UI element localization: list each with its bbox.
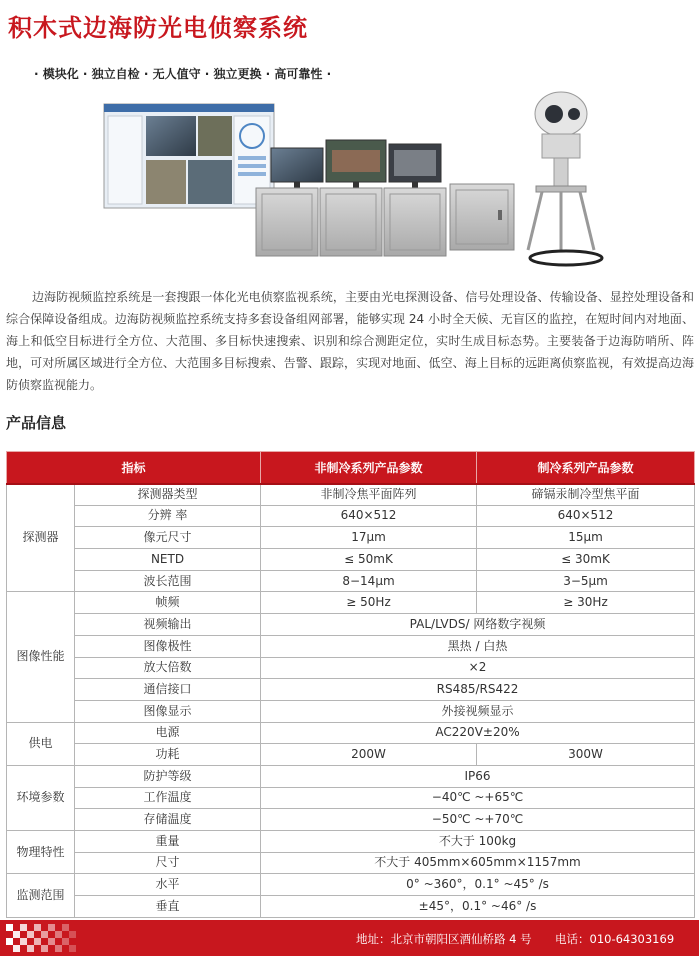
- table-row: [7, 744, 695, 766]
- table-row: [7, 852, 695, 874]
- footer-address: 地址：北京市朝阳区酒仙桥路 4 号: [356, 932, 532, 946]
- table-row: [7, 787, 695, 809]
- cooled-value-cell: ≤ 30mK: [477, 549, 695, 571]
- table-row: [7, 592, 695, 614]
- param-name-cell: 功耗: [75, 744, 261, 766]
- param-value-cell: −40℃ ~+65℃: [261, 787, 695, 809]
- footer-phone: 电话：010-64303169: [555, 932, 675, 946]
- table-row: [7, 809, 695, 831]
- category-cell: 监测范围: [7, 874, 75, 917]
- param-value-cell: −50℃ ~+70℃: [261, 809, 695, 831]
- param-name-cell: 图像显示: [75, 700, 261, 722]
- cooled-value-cell: 15μm: [477, 527, 695, 549]
- cooled-value-cell: 3−5μm: [477, 570, 695, 592]
- param-value-cell: RS485/RS422: [261, 679, 695, 701]
- uncooled-value-cell: 17μm: [261, 527, 477, 549]
- param-name-cell: 探测器类型: [75, 484, 261, 506]
- cooled-value-cell: 640×512: [477, 505, 695, 527]
- header-cooled: 制冷系列产品参数: [477, 452, 695, 484]
- spec-table-header: [7, 452, 695, 484]
- param-value-cell: PAL/LVDS/ 网络数字视频: [261, 614, 695, 636]
- param-value-cell: IP66: [261, 765, 695, 787]
- param-name-cell: 像元尺寸: [75, 527, 261, 549]
- param-name-cell: 工作温度: [75, 787, 261, 809]
- monitor-icon: [271, 140, 441, 188]
- section-title: 产品信息: [6, 414, 67, 432]
- table-row: [7, 549, 695, 571]
- uncooled-value-cell: 非制冷焦平面阵列: [261, 484, 477, 506]
- table-row: [7, 484, 695, 506]
- param-name-cell: 图像极性: [75, 635, 261, 657]
- param-name-cell: 垂直: [75, 896, 261, 918]
- spec-table: [6, 451, 695, 918]
- param-value-cell: ±45°，0.1° ~46° /s: [261, 896, 695, 918]
- param-value-cell: 黑热 / 白热: [261, 635, 695, 657]
- header-uncooled: 非制冷系列产品参数: [261, 452, 477, 484]
- table-row: [7, 657, 695, 679]
- param-name-cell: 存储温度: [75, 809, 261, 831]
- param-name-cell: 电源: [75, 722, 261, 744]
- param-name-cell: 水平: [75, 874, 261, 896]
- table-row: [7, 635, 695, 657]
- cooled-value-cell: 300W: [477, 744, 695, 766]
- param-value-cell: 外接视频显示: [261, 700, 695, 722]
- param-name-cell: 帧频: [75, 592, 261, 614]
- table-row: [7, 527, 695, 549]
- table-row: [7, 700, 695, 722]
- table-row: [7, 505, 695, 527]
- software-screenshot-image: [104, 104, 274, 208]
- table-row: [7, 874, 695, 896]
- param-name-cell: 波长范围: [75, 570, 261, 592]
- uncooled-value-cell: 200W: [261, 744, 477, 766]
- cooled-value-cell: 碲镉汞制冷型焦平面: [477, 484, 695, 506]
- header-indicator: 指标: [7, 452, 261, 484]
- checker-pattern-icon: [6, 924, 78, 952]
- param-name-cell: 尺寸: [75, 852, 261, 874]
- intro-paragraph: 边海防视频监控系统是一套搜跟一体化光电侦察监视系统，主要由光电探测设备、信号处理设备、传输设备、显控处理设备和综合保障设备组成。边海防视频监控系统支持多套设备组网部署，能够实现 24 小时全天候、无盲区的监控，在短时间内对地面、海上和低空目标进行全方位、大范围、多目标快速搜索、识别和综合测距定位，实时生成目标态势。主要装备于边海防哨所、阵地，可对所属区域进行全方位、大范围多目标搜索、告警、跟踪，实现对地面、低空、海上目标的远距离侦察监视，有效提高边海防侦察监视能力。: [6, 290, 694, 392]
- table-row: [7, 896, 695, 918]
- param-value-cell: 不大于 405mm×605mm×1157mm: [261, 852, 695, 874]
- category-cell: 图像性能: [7, 592, 75, 722]
- table-row: [7, 722, 695, 744]
- param-name-cell: NETD: [75, 549, 261, 571]
- page-title: 积木式边海防光电侦察系统: [8, 14, 308, 42]
- param-name-cell: 视频输出: [75, 614, 261, 636]
- feature-list: · 模块化 · 独立自检 · 无人值守 · 独立更换 · 高可靠性 ·: [34, 67, 332, 81]
- param-value-cell: ×2: [261, 657, 695, 679]
- eo-turret-icon: [528, 92, 602, 265]
- table-row: [7, 679, 695, 701]
- table-row: [7, 765, 695, 787]
- param-name-cell: 放大倍数: [75, 657, 261, 679]
- uncooled-value-cell: 8−14μm: [261, 570, 477, 592]
- param-name-cell: 分辨 率: [75, 505, 261, 527]
- param-value-cell: 0° ~360°，0.1° ~45° /s: [261, 874, 695, 896]
- param-name-cell: 通信接口: [75, 679, 261, 701]
- table-row: [7, 570, 695, 592]
- console-cabinet-icon: [256, 184, 514, 256]
- cooled-value-cell: ≥ 30Hz: [477, 592, 695, 614]
- param-name-cell: 防护等级: [75, 765, 261, 787]
- param-value-cell: 不大于 100kg: [261, 831, 695, 853]
- product-illustration: [96, 90, 606, 275]
- category-cell: 环境参数: [7, 765, 75, 830]
- uncooled-value-cell: ≥ 50Hz: [261, 592, 477, 614]
- category-cell: 探测器: [7, 484, 75, 592]
- category-cell: 供电: [7, 722, 75, 765]
- category-cell: 物理特性: [7, 831, 75, 874]
- uncooled-value-cell: ≤ 50mK: [261, 549, 477, 571]
- table-row: [7, 614, 695, 636]
- param-value-cell: AC220V±20%: [261, 722, 695, 744]
- uncooled-value-cell: 640×512: [261, 505, 477, 527]
- footer: [0, 920, 699, 962]
- table-row: [7, 831, 695, 853]
- param-name-cell: 重量: [75, 831, 261, 853]
